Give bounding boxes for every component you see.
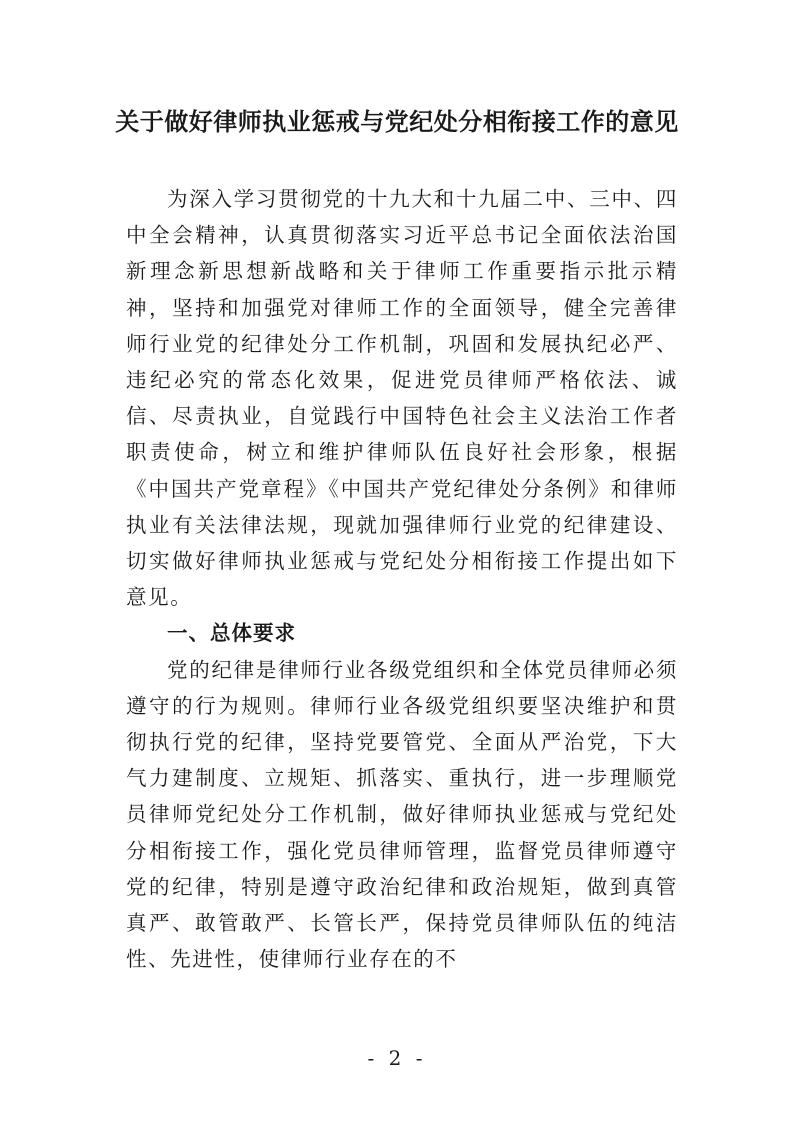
section-paragraph: 党的纪律是律师行业各级党组织和全体党员律师必须遵守的行为规则。律师行业各级党组织要坚决维护和贯彻执行党的纪律，坚持党要管党、全面从严治党，下大气力建制度、立规矩、抓落实、重执行，进一步理顺党员律师党纪处分工作机制，做好律师执业惩戒与党纪处分相衔接工作，强化党员律师管理，监督党员律师遵守党的纪律，特别是遵守政治纪律和政治规矩，做到真管真严、敢管敢严、长管长严，保持党员律师队伍的纯洁性、先进性，使律师行业存在的不 [126, 657, 678, 972]
page-number: - 2 - [367, 1046, 427, 1070]
document-body [126, 181, 678, 977]
section-heading: 一、总体要求 [167, 621, 296, 646]
intro-paragraph: 为深入学习贯彻党的十九大和十九届二中、三中、四中全会精神，认真贯彻落实习近平总书记全面依法治国新理念新思想新战略和关于律师工作重要指示批示精神，坚持和加强党对律师工作的全面领导，健全完善律师行业党的纪律处分工作机制，巩固和发展执纪必严、违纪必究的常态化效果，促进党员律师严格依法、诚信、尽责执业，自觉践行中国特色社会主义法治工作者职责使命，树立和维护律师队伍良好社会形象，根据《中国共产党章程》《中国共产党纪律处分条例》和律师执业有关法律法规，现就加强律师行业党的纪律建设、切实做好律师执业惩戒与党纪处分相衔接工作提出如下意见。 [126, 187, 678, 610]
document-title: 关于做好律师执业惩戒与党纪处分相衔接工作的意见 [115, 107, 679, 136]
